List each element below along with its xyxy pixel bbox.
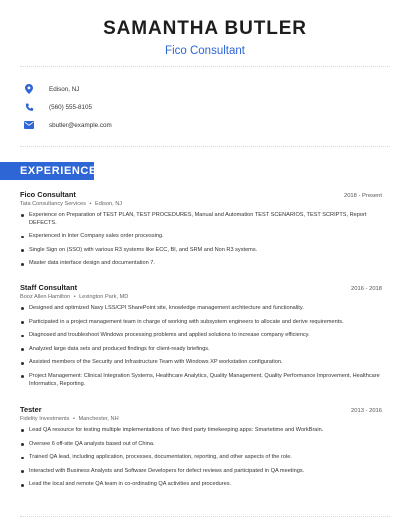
email-link[interactable]: sbutler@example.com (49, 121, 112, 129)
job-location: Lexington Park, MD (79, 294, 129, 300)
job-dates: 2013 - 2016 (351, 408, 382, 414)
contact-email[interactable] (20, 116, 390, 134)
phone-icon (23, 101, 35, 113)
envelope-icon (23, 119, 35, 131)
job-company-location: Fidelity Investments • Manchester, NH (20, 416, 119, 422)
candidate-title: Fico Consultant (165, 45, 245, 57)
list-item: Project Management: Clinical Integration Systems, Healthcare Analytics, Quality Management, Quality Performance Improvement, Healthcare Informatics, Reporting. (20, 373, 382, 388)
list-item: Experience on Preparation of TEST PLAN, TEST PROCEDURES, Manual and Automation TEST SCENARIOS, TEST SCRIPTS, Report DEFECTS. (20, 212, 382, 227)
job-company: Tata Consultancy Services (20, 201, 86, 207)
list-item: Lead QA resource for testing multiple implementations of two third party timekeeping apps: Smartetime and WorkBrain. (20, 427, 382, 435)
list-item: Oversee 6 off-site QA analysts based out of China. (20, 441, 382, 449)
list-item: Experienced in Inter Company sales order processing. (20, 233, 382, 241)
job-title: Staff Consultant (20, 283, 78, 292)
job-bullets (20, 305, 382, 388)
job-dates: 2018 - Present (343, 193, 382, 199)
job-entry (20, 405, 382, 495)
list-item: Trained QA lead, including application, processes, documentation, reporting, and other aspects of the role. (20, 454, 382, 462)
experience-section-header (0, 162, 97, 180)
list-item: Analyzed large data sets and produced findings for client-ready briefings. (20, 346, 382, 354)
footer-divider (20, 516, 390, 517)
job-location: Manchester, NH (78, 416, 119, 422)
job-title: Fico Consultant (20, 190, 76, 199)
job-entry (20, 283, 382, 394)
job-location: Edison, NJ (95, 201, 123, 207)
list-item: Single Sign on (SSO) with various R3 systems like ECC, BI, and SRM and Non R3 systems. (20, 247, 382, 255)
list-item: Designed and optimized Navy LSS/CPI SharePoint site, knowledge management architecture and functionality. (20, 305, 382, 313)
contact-location (20, 80, 390, 98)
job-company-location: Tata Consultancy Services • Edison, NJ (20, 201, 123, 207)
map-pin-icon (23, 83, 35, 95)
job-bullets (20, 212, 382, 268)
contact-divider (20, 146, 390, 147)
list-item: Interacted with Business Analysts and Software Developers for defect reviews and participated in QA meetings. (20, 468, 382, 476)
list-item: Lead the local and remote QA team in co-ordinating QA activities and procedures. (20, 481, 382, 489)
list-item: Diagnosed and troubleshoot Windows processing problems and applied solutions to increase company efficiency. (20, 332, 382, 340)
experience-heading: EXPERIENCE (20, 165, 97, 177)
list-item: Master data interface design and documentation 7. (20, 260, 382, 268)
location-text: Edison, NJ (49, 85, 80, 93)
job-company: Booz Allen Hamilton (20, 294, 71, 300)
job-dates: 2016 - 2018 (351, 286, 382, 292)
header-divider (20, 66, 390, 67)
job-title: Tester (20, 405, 42, 414)
contact-info (20, 80, 390, 134)
candidate-name: SAMANTHA BUTLER (103, 18, 307, 39)
job-company-location: Booz Allen Hamilton • Lexington Park, MD (20, 294, 129, 300)
job-company: Fidelity Investments (20, 416, 70, 422)
list-item: Participated in a project management team in charge of working with subsystem engineers to allocate and derive requirements. (20, 319, 382, 327)
job-bullets (20, 427, 382, 489)
list-item: Assisted members of the Security and Infrastructure Team with Windows XP workstation configuration. (20, 359, 382, 367)
job-entry (20, 190, 382, 274)
phone-text: (560) 555-8105 (49, 103, 93, 111)
resume-header (0, 18, 410, 58)
contact-phone (20, 98, 390, 116)
